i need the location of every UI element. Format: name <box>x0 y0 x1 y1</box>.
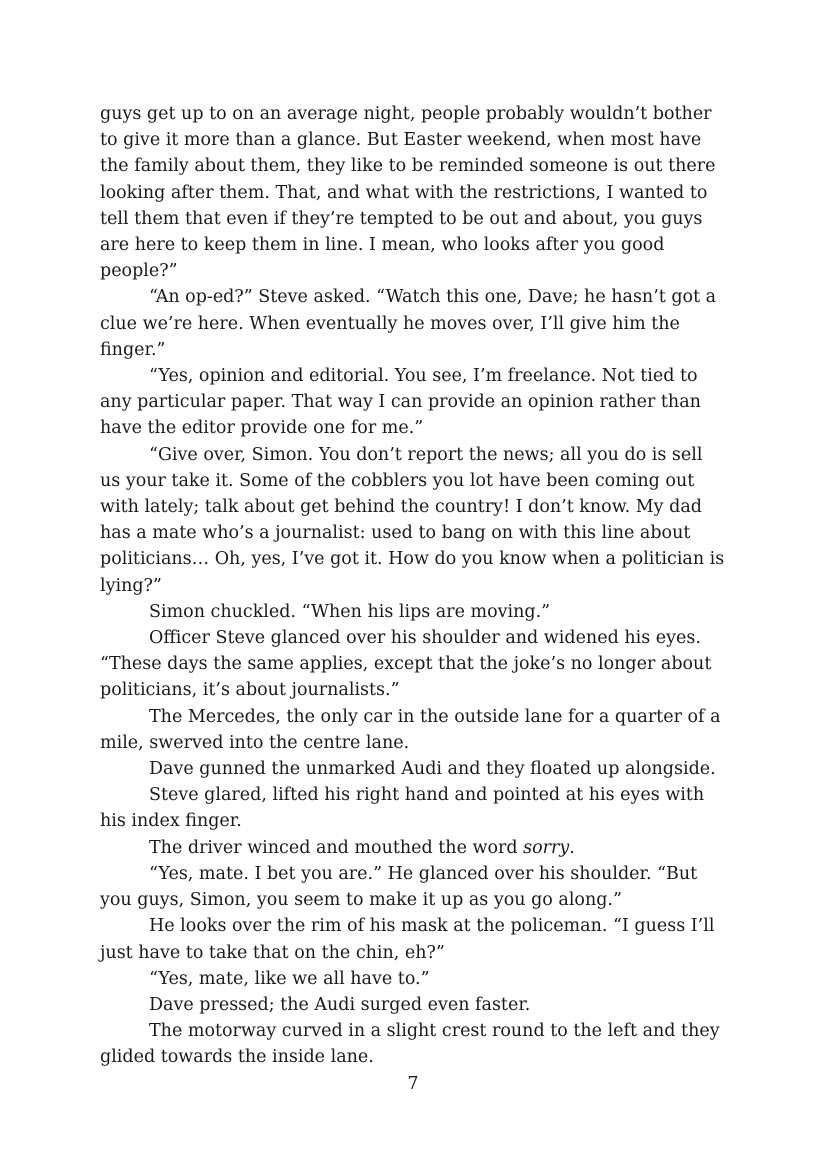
italic-word: sorry <box>523 837 570 858</box>
paragraph: The motorway curved in a slight crest round to the left and they glided towards the inside lane. <box>100 1021 720 1068</box>
paragraph <box>100 835 727 861</box>
body-text <box>100 101 727 1071</box>
paragraph: “An op-ed?” Steve asked. “Watch this one, Dave; he hasn’t got a clue we’re here. When eventually he moves over, I’ll give him the finger.” <box>100 287 717 360</box>
paragraph: Simon chuckled. “When his lips are moving.” <box>149 601 551 622</box>
paragraph: Steve glared, lifted his right hand and pointed at his eyes with his index finger. <box>100 785 705 832</box>
paragraph: The Mercedes, the only car in the outside lane for a quarter of a mile, swerved into the centre lane. <box>100 706 721 753</box>
paragraph: “Yes, mate, like we all have to.” <box>149 968 430 989</box>
paragraph: He looks over the rim of his mask at the policeman. “I guess I’ll just have to take that on the chin, eh?” <box>100 916 715 963</box>
paragraph: Officer Steve glanced over his shoulder and widened his eyes. “These days the same applies, except that the joke’s no longer about politicians, it’s about journalists.” <box>100 628 712 701</box>
paragraph: Dave gunned the unmarked Audi and they floated up alongside. <box>149 759 716 780</box>
paragraph: “Give over, Simon. You don’t report the news; all you do is sell us your take it. Some of the cobblers you lot have been coming out with lately; talk about get behind the country! I don’t know. My dad has a mate who’s a journalist: used to bang on with this line about politicians… Oh, yes, I’ve got it. How do you know when a politician is lying?” <box>100 444 725 596</box>
paragraph: Dave pressed; the Audi surged even faster. <box>149 994 531 1015</box>
page-number: 7 <box>407 1074 419 1094</box>
paragraph-continuation: guys get up to on an average night, people probably wouldn’t bother to give it more than a glance. But Easter weekend, when most have the family about them, they like to be reminded someone is out there looking after them. That, and what with the restrictions, I wanted to tell them that even if they’re tempted to be out and about, you guys are here to keep them in line. I mean, who looks after you good people?” <box>100 104 716 282</box>
paragraph-text: . <box>569 837 575 858</box>
paragraph-text: The driver winced and mouthed the word <box>149 837 524 858</box>
paragraph: “Yes, mate. I bet you are.” He glanced over his shoulder. “But you guys, Simon, you seem to make it up as you go along.” <box>100 863 698 911</box>
paragraph: “Yes, opinion and editorial. You see, I’m freelance. Not tied to any particular paper. That way I can provide an opinion rather than have the editor provide one for me.” <box>100 366 701 439</box>
